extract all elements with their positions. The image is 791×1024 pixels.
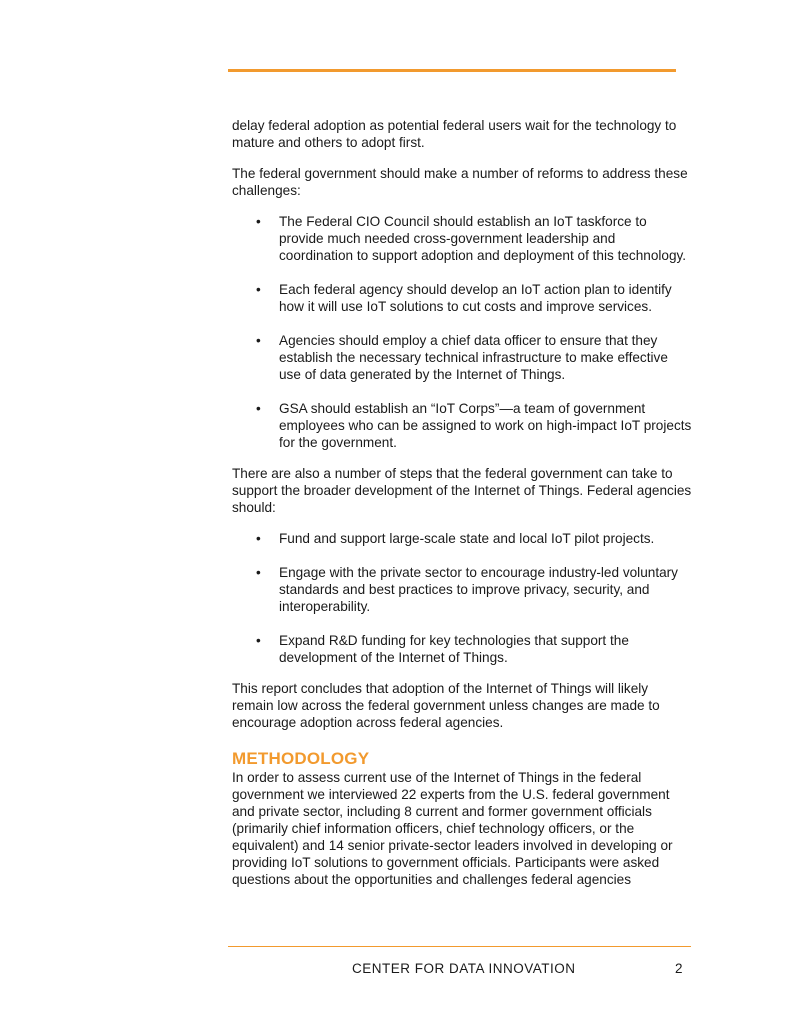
list-item [232,213,692,264]
bullet-icon: • [256,333,261,348]
list-item [232,400,692,451]
bullet-icon: • [256,531,261,546]
list-item-text: Each federal agency should develop an IoT action plan to identify how it will use IoT solutions to cut costs and improve services. [279,282,672,314]
footer-rule [228,946,691,947]
list-item-text: The Federal CIO Council should establish an IoT taskforce to provide much needed cross-government leadership and coordination to support adoption and deployment of this technology. [279,214,687,263]
list-item [232,281,692,315]
bullet-icon: • [256,214,261,229]
paragraph-intro: delay federal adoption as potential federal users wait for the technology to mature and others to adopt first. [232,118,677,150]
paragraph-reforms-intro: The federal government should make a number of reforms to address these challenges: [232,166,688,198]
page-number: 2 [675,961,683,976]
list-item-text: Engage with the private sector to encourage industry-led voluntary standards and best practices to improve privacy, security, and interoperability. [279,565,678,614]
list-item-text: Agencies should employ a chief data officer to ensure that they establish the necessary technical infrastructure to make effective use of data generated by the Internet of Things. [279,333,668,382]
body-content [232,117,692,902]
bullet-icon: • [256,401,261,416]
bullet-icon: • [256,633,261,648]
list-item [232,530,692,547]
paragraph-conclusion: This report concludes that adoption of the Internet of Things will likely remain low across the federal government unless changes are made to encourage adoption across federal agencies. [232,681,660,730]
list-item-text: Expand R&D funding for key technologies that support the development of the Internet of Things. [279,633,629,665]
steps-list [232,530,692,666]
list-item [232,332,692,383]
paragraph-steps-intro: There are also a number of steps that the federal government can take to support the broader development of the Internet of Things. Federal agencies should: [232,466,692,515]
list-item [232,632,692,666]
list-item-text: GSA should establish an “IoT Corps”—a team of government employees who can be assigned to work on high-impact IoT projects for the government. [279,401,692,450]
reforms-list [232,213,692,451]
methodology-heading: METHODOLOGY [232,749,370,768]
list-item [232,564,692,615]
list-item-text: Fund and support large-scale state and local IoT pilot projects. [279,531,655,546]
paragraph-methodology: In order to assess current use of the Internet of Things in the federal government we interviewed 22 experts from the U.S. federal government and private sector, including 8 current and former government officials (primarily chief information officers, chief technology officers, or the equivalent) and 14 senior private-sector leaders involved in developing or providing IoT solutions to government officials. Participants were asked questions about the opportunities and challenges federal agencies [232,770,673,887]
bullet-icon: • [256,565,261,580]
bullet-icon: • [256,282,261,297]
footer-title: CENTER FOR DATA INNOVATION [352,961,576,976]
header-rule [228,69,676,72]
